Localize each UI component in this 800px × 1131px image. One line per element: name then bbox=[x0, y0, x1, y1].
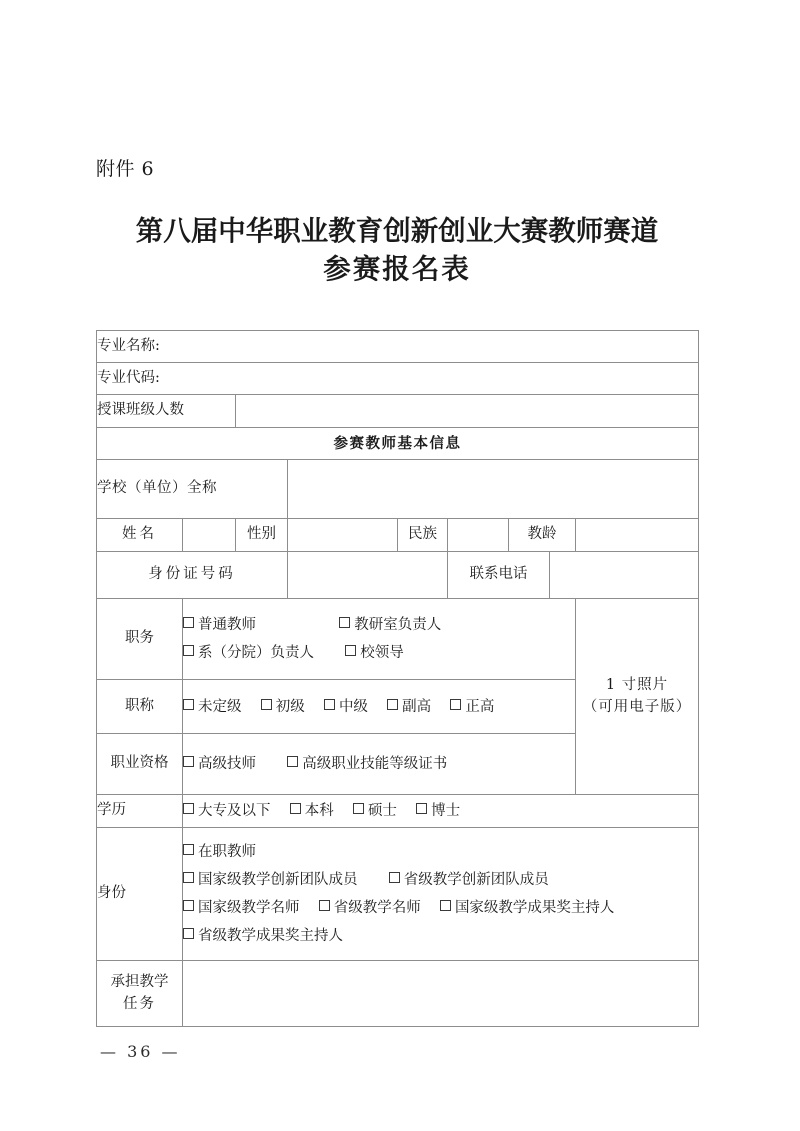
checkbox-label: 本科 bbox=[304, 803, 334, 819]
phone-value-field[interactable] bbox=[550, 552, 699, 599]
checkbox-option-school-leader[interactable] bbox=[345, 639, 404, 667]
table-row-teaching-task bbox=[97, 961, 699, 1027]
checkbox-icon[interactable] bbox=[261, 699, 272, 710]
checkbox-label: 正高 bbox=[465, 698, 495, 715]
checkbox-icon[interactable] bbox=[450, 699, 461, 710]
checkbox-icon[interactable] bbox=[290, 803, 301, 814]
checkbox-option-junior[interactable] bbox=[261, 693, 305, 721]
education-options-line bbox=[183, 797, 698, 825]
major-name-label: 专业名称: bbox=[97, 331, 699, 363]
education-label: 学历 bbox=[97, 795, 183, 828]
table-row-major-name bbox=[97, 331, 699, 363]
registration-form-table bbox=[96, 330, 699, 1027]
checkbox-icon[interactable] bbox=[183, 645, 194, 656]
position-options-line-1 bbox=[183, 611, 575, 639]
checkbox-label: 大专及以下 bbox=[198, 803, 271, 819]
checkbox-option-provincial-teaching-master[interactable] bbox=[319, 894, 421, 922]
checkbox-icon[interactable] bbox=[345, 645, 356, 656]
checkbox-label: 系（分院）负责人 bbox=[198, 645, 314, 661]
checkbox-label: 初级 bbox=[275, 698, 305, 715]
checkbox-option-senior-technician[interactable] bbox=[183, 750, 256, 778]
checkbox-label: 国家级教学创新团队成员 bbox=[198, 872, 358, 888]
checkbox-icon[interactable] bbox=[183, 844, 194, 855]
checkbox-option-bachelor[interactable] bbox=[290, 797, 334, 825]
photo-line-1: 1 寸照片 bbox=[605, 677, 669, 694]
title-rank-options-cell bbox=[183, 680, 576, 734]
photo-line-2: （可用电子版） bbox=[582, 698, 692, 715]
gender-value-field[interactable] bbox=[288, 519, 398, 552]
teaching-task-label-line-2: 任务 bbox=[123, 995, 156, 1012]
table-row-major-code bbox=[97, 363, 699, 395]
table-row-section-header bbox=[97, 428, 699, 460]
idcard-value-field[interactable] bbox=[288, 552, 448, 599]
title-rank-options-line bbox=[183, 693, 575, 721]
checkbox-icon[interactable] bbox=[440, 900, 451, 911]
checkbox-label: 高级技师 bbox=[198, 756, 256, 772]
identity-options-line-1 bbox=[183, 838, 698, 866]
checkbox-label: 中级 bbox=[338, 698, 368, 715]
checkbox-label: 省级教学成果奖主持人 bbox=[198, 928, 343, 944]
page-title-line-2: 参赛报名表 bbox=[323, 253, 471, 285]
vocational-qualification-label: 职业资格 bbox=[97, 734, 183, 795]
ethnicity-label: 民族 bbox=[398, 519, 448, 552]
name-value-field[interactable] bbox=[183, 519, 236, 552]
title-rank-label: 职称 bbox=[97, 680, 183, 734]
identity-options-line-4 bbox=[183, 922, 698, 950]
checkbox-icon[interactable] bbox=[387, 699, 398, 710]
vocational-qualification-options-cell bbox=[183, 734, 576, 795]
checkbox-label: 在职教师 bbox=[198, 844, 256, 860]
checkbox-icon[interactable] bbox=[353, 803, 364, 814]
checkbox-icon[interactable] bbox=[183, 872, 194, 883]
checkbox-icon[interactable] bbox=[183, 900, 194, 911]
checkbox-label: 国家级教学成果奖主持人 bbox=[454, 900, 615, 916]
vocational-qualification-options-line bbox=[183, 750, 575, 778]
checkbox-icon[interactable] bbox=[183, 928, 194, 939]
checkbox-option-senior-vocational-skill-certificate[interactable] bbox=[287, 750, 447, 778]
checkbox-option-in-service-teacher[interactable] bbox=[183, 838, 256, 866]
checkbox-icon[interactable] bbox=[389, 872, 400, 883]
checkbox-icon[interactable] bbox=[183, 756, 194, 767]
class-size-label: 授课班级人数 bbox=[97, 395, 236, 428]
teaching-years-value-field[interactable] bbox=[576, 519, 699, 552]
major-code-label: 专业代码: bbox=[97, 363, 699, 395]
identity-options-line-2 bbox=[183, 866, 698, 894]
checkbox-option-research-office-head[interactable] bbox=[339, 611, 441, 639]
checkbox-icon[interactable] bbox=[183, 699, 194, 710]
checkbox-option-associate-senior[interactable] bbox=[387, 693, 431, 721]
checkbox-label: 副高 bbox=[402, 698, 432, 715]
checkbox-label: 未定级 bbox=[198, 698, 242, 715]
checkbox-option-national-teaching-master[interactable] bbox=[183, 894, 300, 922]
position-options-cell bbox=[183, 599, 576, 680]
checkbox-option-college-or-below[interactable] bbox=[183, 797, 271, 825]
table-row-education bbox=[97, 795, 699, 828]
teaching-task-value-field[interactable] bbox=[183, 961, 699, 1027]
checkbox-option-ordinary-teacher[interactable] bbox=[183, 611, 256, 639]
section-header-teacher-info: 参赛教师基本信息 bbox=[97, 428, 699, 460]
teaching-task-label bbox=[97, 961, 183, 1027]
checkbox-icon[interactable] bbox=[183, 803, 194, 814]
checkbox-icon[interactable] bbox=[416, 803, 427, 814]
table-row-identity bbox=[97, 828, 699, 961]
table-row-class-size bbox=[97, 395, 699, 428]
teaching-years-label: 教龄 bbox=[509, 519, 576, 552]
table-row-position bbox=[97, 599, 699, 680]
checkbox-label: 校领导 bbox=[360, 645, 404, 661]
checkbox-icon[interactable] bbox=[319, 900, 330, 911]
table-row-school bbox=[97, 460, 699, 519]
checkbox-icon[interactable] bbox=[287, 756, 298, 767]
school-name-label: 学校（单位）全称 bbox=[97, 460, 288, 519]
teaching-task-label-line-1: 承担教学 bbox=[110, 974, 169, 991]
checkbox-option-doctor[interactable] bbox=[416, 797, 460, 825]
name-label: 姓名 bbox=[97, 519, 183, 552]
class-size-value-field[interactable] bbox=[236, 395, 699, 428]
checkbox-option-national-teaching-innovation-team-member[interactable] bbox=[183, 866, 358, 894]
attachment-label: 附件 6 bbox=[96, 158, 155, 180]
checkbox-option-provincial-teaching-achievement-award-leader[interactable] bbox=[183, 922, 343, 950]
table-row-name-gender-ethnicity-years bbox=[97, 519, 699, 552]
checkbox-option-intermediate[interactable] bbox=[324, 693, 368, 721]
checkbox-option-master[interactable] bbox=[353, 797, 397, 825]
checkbox-icon[interactable] bbox=[339, 617, 350, 628]
checkbox-label: 硕士 bbox=[367, 803, 397, 819]
checkbox-label: 教研室负责人 bbox=[354, 617, 442, 633]
identity-options-cell bbox=[183, 828, 699, 961]
table-row-idcard-phone bbox=[97, 552, 699, 599]
position-options-line-2 bbox=[183, 639, 575, 667]
checkbox-label: 高级职业技能等级证书 bbox=[302, 756, 448, 772]
checkbox-option-provincial-teaching-innovation-team-member[interactable] bbox=[389, 866, 549, 894]
gender-label: 性别 bbox=[236, 519, 288, 552]
page-number: — 36 — bbox=[100, 1042, 181, 1061]
page-title bbox=[96, 212, 698, 288]
phone-label: 联系电话 bbox=[448, 552, 550, 599]
checkbox-label: 省级教学名师 bbox=[333, 900, 421, 916]
identity-label: 身份 bbox=[97, 828, 183, 961]
checkbox-option-national-teaching-achievement-award-leader[interactable] bbox=[440, 894, 615, 922]
identity-options-line-3 bbox=[183, 894, 698, 922]
checkbox-label: 国家级教学名师 bbox=[198, 900, 300, 916]
checkbox-icon[interactable] bbox=[324, 699, 335, 710]
checkbox-option-department-head[interactable] bbox=[183, 639, 314, 667]
checkbox-label: 省级教学创新团队成员 bbox=[403, 872, 549, 888]
position-label: 职务 bbox=[97, 599, 183, 680]
checkbox-label: 普通教师 bbox=[198, 617, 256, 633]
checkbox-icon[interactable] bbox=[183, 617, 194, 628]
checkbox-label: 博士 bbox=[431, 803, 461, 819]
education-options-cell bbox=[183, 795, 699, 828]
checkbox-option-full-senior[interactable] bbox=[450, 693, 494, 721]
checkbox-option-unrated[interactable] bbox=[183, 693, 242, 721]
idcard-label: 身份证号码 bbox=[97, 552, 288, 599]
page-title-line-1: 第八届中华职业教育创新创业大赛教师赛道 bbox=[135, 215, 659, 247]
ethnicity-value-field[interactable] bbox=[448, 519, 509, 552]
photo-placeholder-cell[interactable] bbox=[576, 599, 699, 795]
school-name-value-field[interactable] bbox=[288, 460, 699, 519]
